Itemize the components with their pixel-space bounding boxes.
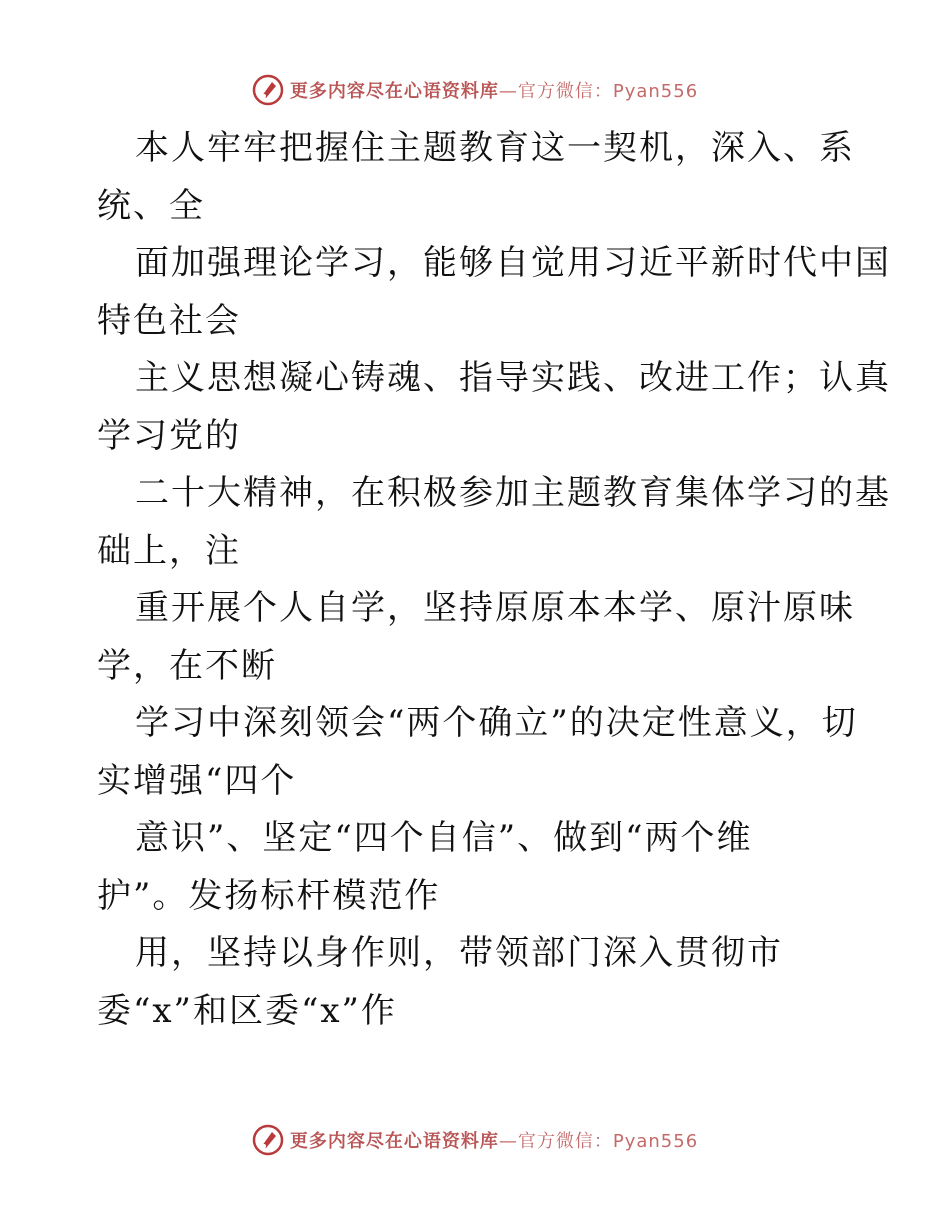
header-site-text: 更多内容尽在心语资料库 bbox=[289, 81, 499, 102]
body-line-14: 护”。发扬标杆模范作 bbox=[97, 875, 441, 916]
body-line-5: 主义思想凝心铸魂、指导实践、改进工作；认真 bbox=[135, 358, 891, 398]
footer-separator: — bbox=[498, 1131, 518, 1152]
footer-contact-text: 官方微信：Pyan556 bbox=[517, 1131, 699, 1152]
footer-banner bbox=[0, 1120, 950, 1160]
body-line-3: 面加强理论学习，能够自觉用习近平新时代中国 bbox=[135, 243, 891, 283]
body-line-4: 特色社会 bbox=[97, 300, 241, 341]
header-banner-text bbox=[290, 77, 698, 103]
body-line-8: 础上，注 bbox=[97, 530, 241, 571]
body-line-12: 实增强“四个 bbox=[97, 760, 297, 801]
header-contact-text: 官方微信：Pyan556 bbox=[517, 81, 699, 102]
pen-nib-logo-icon bbox=[252, 1124, 284, 1156]
header-banner bbox=[0, 70, 950, 110]
body-line-16: 委“x”和区委“x”作 bbox=[97, 990, 397, 1031]
footer-site-text: 更多内容尽在心语资料库 bbox=[289, 1131, 499, 1152]
header-separator: — bbox=[498, 81, 518, 102]
body-line-13: 意识”、坚定“四个自信”、做到“两个维 bbox=[135, 818, 753, 858]
body-line-2: 统、全 bbox=[97, 185, 205, 226]
body-line-6: 学习党的 bbox=[97, 415, 241, 456]
body-line-9: 重开展个人自学，坚持原原本本学、原汁原味 bbox=[135, 588, 855, 628]
pen-nib-logo-icon bbox=[252, 74, 284, 106]
body-line-15: 用，坚持以身作则，带领部门深入贯彻市 bbox=[135, 933, 783, 973]
body-line-11: 学习中深刻领会“两个确立”的决定性意义，切 bbox=[135, 703, 858, 743]
body-line-7: 二十大精神，在积极参加主题教育集体学习的基 bbox=[135, 473, 891, 513]
body-line-1: 本人牢牢把握住主题教育这一契机，深入、系 bbox=[135, 128, 855, 168]
footer-banner-text bbox=[290, 1127, 698, 1153]
document-body bbox=[97, 120, 891, 1040]
body-line-10: 学，在不断 bbox=[97, 645, 277, 686]
